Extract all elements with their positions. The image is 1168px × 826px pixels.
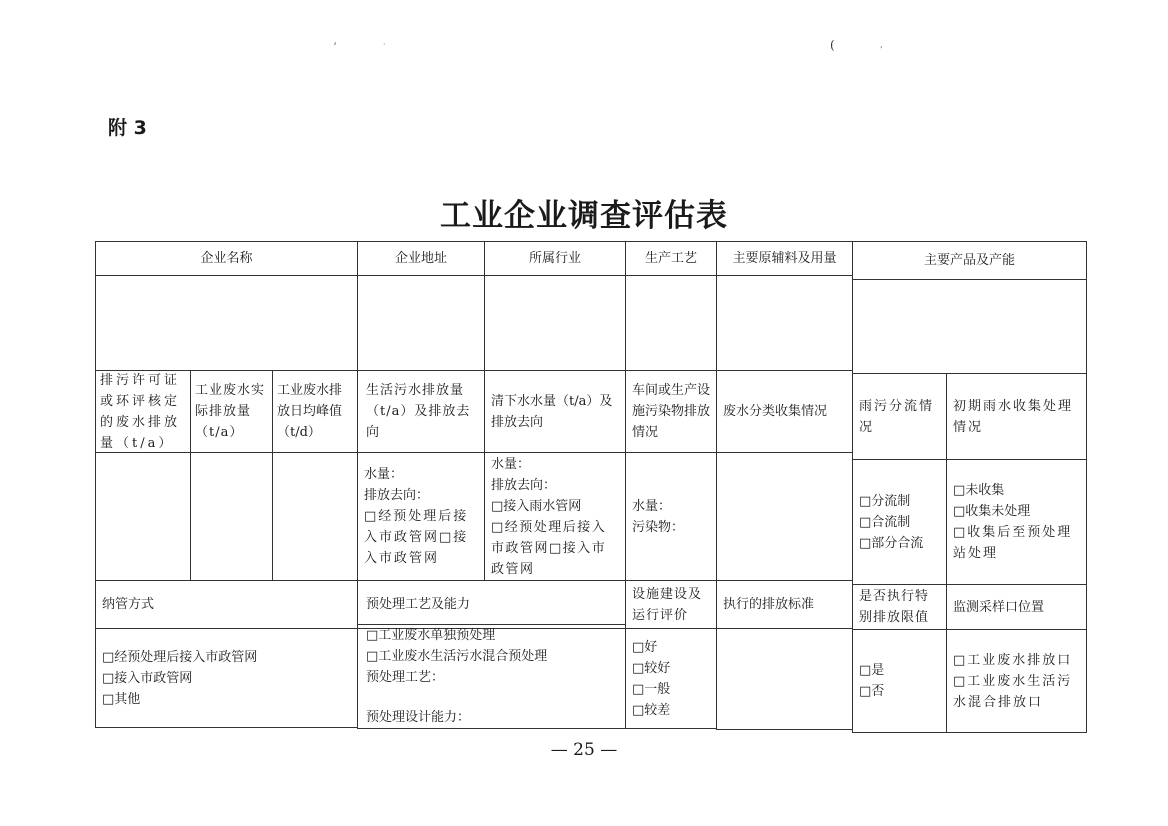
header-company-address: 企业地址 bbox=[357, 241, 485, 276]
special-limits-field bbox=[852, 629, 947, 733]
scan-artifact: , bbox=[880, 40, 883, 50]
option-poor[interactable]: □较差 bbox=[632, 702, 671, 718]
option-not-collected[interactable]: □未收集 bbox=[953, 483, 1005, 498]
option-municipal[interactable]: □接入市政管网 bbox=[102, 670, 193, 686]
header-raw-materials: 主要原辅料及用量 bbox=[716, 241, 853, 276]
option-other[interactable]: □其他 bbox=[102, 691, 141, 707]
option-mixed-pretreatment[interactable]: □工业废水生活污水混合预处理 bbox=[366, 649, 548, 664]
option-collected-treated[interactable]: □收集后至预处理站处理 bbox=[953, 525, 1073, 561]
option-collected-untreated[interactable]: □收集未处理 bbox=[953, 504, 1031, 519]
classification-field[interactable] bbox=[716, 452, 853, 581]
header-actual-discharge: 工业废水实际排放量（t/a） bbox=[190, 370, 273, 453]
option-yes[interactable]: □是 bbox=[859, 663, 885, 678]
header-company-name: 企业名称 bbox=[95, 241, 358, 276]
raw-materials-field[interactable] bbox=[716, 275, 853, 371]
header-domestic-sewage: 生活污水排放量（t/a）及排放去向 bbox=[357, 370, 485, 453]
actual-discharge-field[interactable] bbox=[190, 452, 273, 581]
header-workshop-pollutants: 车间或生产设施污染物排放情况 bbox=[625, 370, 717, 453]
discharge-standard-field[interactable] bbox=[716, 628, 853, 730]
workshop-pollutants-field[interactable]: 水量： 污染物： bbox=[625, 452, 717, 581]
daily-peak-field[interactable] bbox=[272, 452, 358, 581]
option-pretreated-municipal[interactable]: □经预处理后接入市政管网 bbox=[102, 649, 258, 665]
scan-artifact: ( bbox=[830, 38, 835, 52]
clean-water-field[interactable]: 水量： 排放去向： □接入雨水管网 □经预处理后接入市政管网□接入市政管网 bbox=[484, 452, 626, 581]
production-process-field[interactable] bbox=[625, 275, 717, 371]
page-title: 工业企业调查评估表 bbox=[440, 198, 728, 234]
permit-discharge-field[interactable] bbox=[95, 452, 191, 581]
clean-water-options[interactable]: □经预处理后接入市政管网□接入市政管网 bbox=[491, 519, 607, 577]
scan-artifact: · bbox=[383, 40, 386, 49]
industry-field[interactable] bbox=[484, 275, 626, 371]
header-daily-peak: 工业废水排放日均峰值（t/d） bbox=[272, 370, 358, 453]
header-rain-sewage-separation: 雨污分流情况 bbox=[852, 373, 947, 460]
header-sampling-location: 监测采样口位置 bbox=[946, 584, 1087, 630]
option-partial-combined[interactable]: □部分合流 bbox=[859, 535, 924, 551]
scan-artifact: ‘ bbox=[333, 40, 337, 54]
connection-method-field bbox=[95, 628, 358, 728]
header-industry: 所属行业 bbox=[484, 241, 626, 276]
initial-rainwater-field bbox=[946, 459, 1087, 585]
appendix-label: 附 3 bbox=[108, 117, 147, 139]
option-good[interactable]: □好 bbox=[632, 639, 658, 655]
domestic-sewage-field[interactable]: 水量： 排放去向： □经预处理后接入市政管网□接入市政管网 bbox=[357, 452, 485, 581]
header-initial-rainwater: 初期雨水收集处理情况 bbox=[946, 373, 1087, 460]
page-number: — 25 — bbox=[550, 740, 618, 760]
company-address-field[interactable] bbox=[357, 275, 485, 371]
main-products-field[interactable] bbox=[852, 279, 1087, 374]
option-industrial-separate[interactable]: □工业废水单独预处理 bbox=[366, 628, 496, 643]
header-clean-water: 清下水水量（t/a）及排放去向 bbox=[484, 370, 626, 453]
clean-water-option-rain-network[interactable]: □接入雨水管网 bbox=[491, 498, 582, 514]
company-name-field[interactable] bbox=[95, 275, 358, 371]
rain-sewage-separation-field bbox=[852, 459, 947, 585]
option-separate-system[interactable]: □分流制 bbox=[859, 493, 911, 509]
header-discharge-standard: 执行的排放标准 bbox=[716, 580, 853, 629]
pretreatment-field[interactable]: □工业废水单独预处理 □工业废水生活污水混合预处理 预处理工艺： 预处理设计能力： bbox=[357, 624, 626, 729]
domestic-sewage-options[interactable]: □经预处理后接入市政管网□接入市政管网 bbox=[364, 509, 469, 566]
header-facility-evaluation: 设施建设及运行评价 bbox=[625, 580, 717, 629]
option-average[interactable]: □一般 bbox=[632, 681, 671, 697]
header-main-products: 主要产品及产能 bbox=[852, 241, 1087, 280]
header-classification: 废水分类收集情况 bbox=[716, 370, 853, 453]
option-no[interactable]: □否 bbox=[859, 684, 885, 699]
facility-evaluation-field bbox=[625, 628, 717, 729]
option-fairly-good[interactable]: □较好 bbox=[632, 660, 671, 676]
sampling-location-field bbox=[946, 629, 1087, 733]
sampling-location-options[interactable]: □工业废水排放口□工业废水生活污水混合排放口 bbox=[953, 652, 1073, 710]
header-special-limits: 是否执行特别排放限值 bbox=[852, 584, 947, 630]
header-permit-discharge: 排污许可证或环评核定的废水排放量（t/a） bbox=[95, 370, 191, 453]
header-connection-method: 纳管方式 bbox=[95, 580, 358, 629]
option-combined-system[interactable]: □合流制 bbox=[859, 514, 911, 530]
header-pretreatment: 预处理工艺及能力 bbox=[357, 580, 626, 629]
header-production-process: 生产工艺 bbox=[625, 241, 717, 276]
